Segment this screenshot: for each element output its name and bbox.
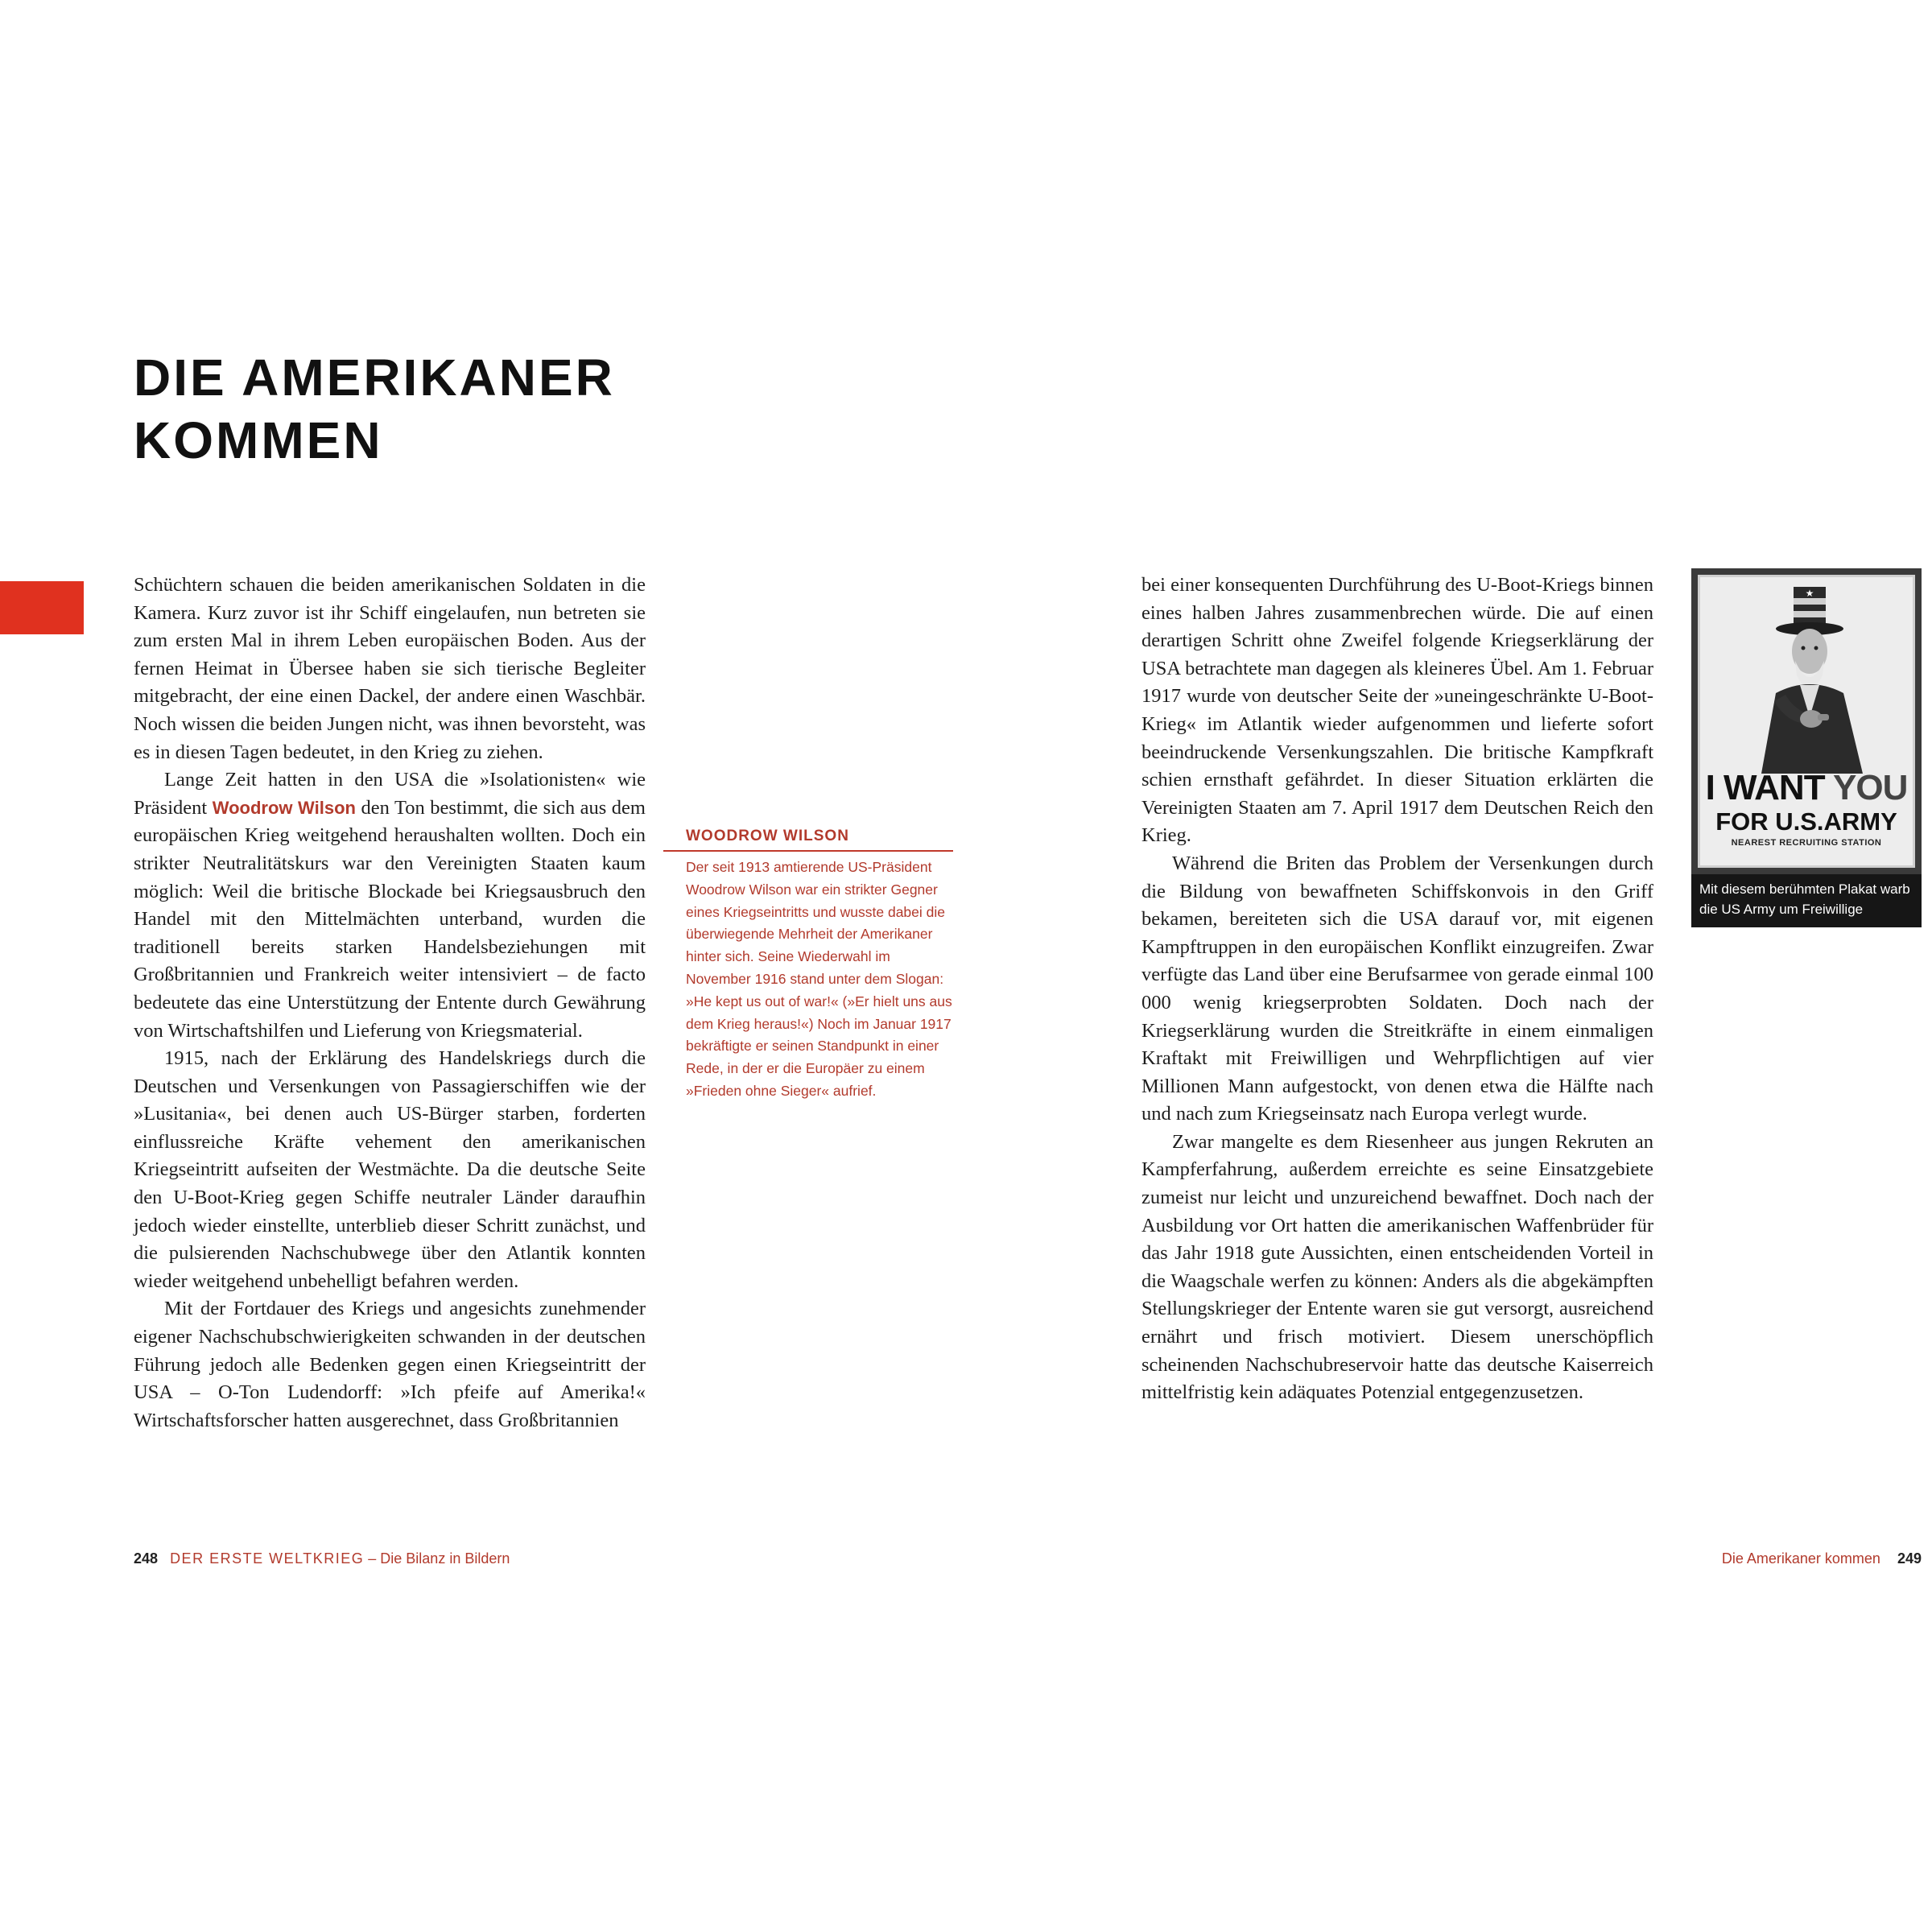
paragraph: 1915, nach der Erklärung des Handelskriegs durch die Deutschen und Versenkungen von Passagierschiffen wie der »Lusitania«, bei denen auch US-Bürger starben, forderten einflussreiche Kräfte vehement den amerikanischen Kriegseintritt aufseiten der Westmächte. Da die deutsche Seite den U-Boot-Krieg gegen Schiffe neutraler Länder daraufhin jedoch wieder einstellte, unterblieb dieser Schritt zunächst, und die pulsierenden Nachschubwege über den Atlantik konnten wieder weitgehend unbehelligt befahren werden. [134, 1047, 646, 1292]
footer-subtitle: – Die Bilanz in Bildern [364, 1550, 510, 1567]
left-text-column [134, 572, 646, 1435]
right-text-column [1141, 572, 1653, 1407]
paragraph [134, 766, 646, 1045]
sidebar-heading: WOODROW WILSON [663, 828, 953, 852]
image-caption: Mit diesem berühmten Plakat warb die US Army um Freiwillige [1691, 874, 1922, 927]
footer-section-title: DER ERSTE WELTKRIEG [170, 1550, 365, 1567]
poster-frame [1698, 575, 1915, 868]
footer-chapter-title: Die Amerikaner kommen [1721, 1550, 1880, 1567]
poster-slogan-text: I WANT [1705, 768, 1834, 807]
red-margin-marker [0, 581, 84, 634]
recruitment-poster-image [1691, 568, 1922, 874]
poster-slogan-you: YOU [1833, 768, 1908, 807]
poster-slogan [1700, 770, 1913, 806]
uncle-sam-illustration [1705, 580, 1913, 774]
poster-subslogan: FOR U.S.ARMY [1715, 807, 1897, 836]
footer-left [134, 1550, 510, 1567]
sidebar-body: Der seit 1913 amtierende US-Präsident Woodrow Wilson war ein strikter Gegner eines Kriegseintritts und wusste dabei die überwiegende Mehrheit der Amerikaner hinter sich. Seine Wiederwahl im November 1916 stand unter dem Slogan: »He kept us out of war!« (»Er hielt uns aus dem Krieg heraus!«) Noch im Januar 1917 bekräftigte er seinen Standpunkt in einer Rede, in der er die Europäer zu einem »Frieden ohne Sieger« aufrief. [686, 859, 952, 1099]
woodrow-wilson-link[interactable]: Woodrow Wilson [212, 797, 356, 818]
paragraph-text: Lange Zeit hatten in den USA die »Isolationisten« wie Präsident [134, 769, 646, 819]
paragraph: Schüchtern schauen die beiden amerikanischen Soldaten in die Kamera. Kurz zuvor ist ihr Schiff eingelaufen, nun betreten sie zum ersten Mal in ihrem Leben europäischen Boden. Aus der fernen Heimat in Übersee haben sie sich tierische Begleiter mitgebracht, der eine einen Dackel, der andere einen Waschbär. Noch wissen die beiden Jungen nicht, was ihnen bevorsteht, was es in diesen Tagen bedeutet, in den Krieg zu ziehen. [134, 574, 646, 763]
page-number-right: 249 [1897, 1550, 1922, 1567]
poster-small-text: NEAREST RECRUITING STATION [1731, 838, 1882, 848]
page-title-line-1: DIE AMERIKANER [134, 349, 615, 407]
paragraph: Zwar mangelte es dem Riesenheer aus jungen Rekruten an Kampferfahrung, außerdem erreichte es seine Einsatzgebiete zumeist nur leicht und unzureichend bewaffnet. Doch nach der Ausbildung vor Ort hatten die amerikanischen Waffenbrüder für das Jahr 1918 gute Aussichten, einen entscheidenden Vorteil in die Waagschale werfen zu können: Anders als die abgekämpften Stellungskrieger der Entente waren sie gut versorgt, ausreichend ernährt und frisch motiviert. Diesem unerschöpflich scheinenden Nachschubreservoir hatte das deutsche Kaiserreich mittelfristig kein adäquates Potenzial entgegenzusetzen. [1141, 1130, 1653, 1404]
paragraph: Während die Briten das Problem der Versenkungen durch die Bildung von bewaffneten Schiffskonvois in den Griff bekamen, bereiteten sich die USA darauf vor, mit eigenen Kampftruppen in den europäischen Konflikt einzugreifen. Zwar verfügte das Land über eine Berufsarmee von gerade einmal 100 000 wenig kriegserprobten Soldaten. Doch nach der Kriegserklärung wurden die Streitkräfte in einem einmaligen Kraftakt mit Freiwilligen und Wehrpflichtigen auf vier Millionen Mann aufgestockt, von denen etwa die Hälfte nach und nach zum Kriegseinsatz nach Europa verlegt wurde. [1141, 852, 1653, 1125]
page-title [134, 346, 858, 472]
svg-text:★: ★ [1805, 588, 1814, 599]
paragraph: bei einer konsequenten Durchführung des U-Boot-Kriegs binnen eines halben Jahres zusammenbrechen würde. Die auf einen derartigen Schritt ohne Zweifel folgende Kriegserklärung der USA betrachtete man dagegen als kleineres Übel. Am 1. Februar 1917 wurde von deutscher Seite der »uneingeschränkte U-Boot-Krieg« im Atlantik wieder aufgenommen und lieferte sofort beeindruckende Versenkungszahlen. Die britische Kampfkraft schien ernsthaft gefährdet. In dieser Situation erklärten die Vereinigten Staaten am 7. April 1917 dem Deutschen Reich den Krieg. [1141, 574, 1653, 847]
paragraph: Mit der Fortdauer des Kriegs und angesichts zunehmender eigener Nachschubschwierigkeiten schwanden in der deutschen Führung jedoch alle Bedenken gegen einen Kriegseintritt der USA – O-Ton Ludendorff: »Ich pfeife auf Amerika!« Wirtschaftsforscher hatten ausgerechnet, dass Großbritannien [134, 1298, 646, 1431]
page-number-left: 248 [134, 1550, 159, 1567]
page-title-line-2: KOMMEN [134, 411, 383, 469]
paragraph-text: den Ton bestimmt, die sich aus dem europäischen Krieg weitgehend heraushalten wollten. Doch ein strikter Neutralitätskurs war den Vereinigten Staaten kaum möglich: Weil die britische Blockade bei Kriegsausbruch den Handel mit den Mittelmächten unterband, wurden die traditionell bereits starken Handelsbeziehungen mit Großbritannien und Frankreich weiter intensiviert – de facto bedeutete das eine Unterstützung der Entente durch Gewährung von Wirtschaftshilfen und Lieferung von Kriegsmaterial. [134, 796, 646, 1042]
footer-right [1722, 1550, 1922, 1567]
sidebar-note [663, 828, 953, 1103]
